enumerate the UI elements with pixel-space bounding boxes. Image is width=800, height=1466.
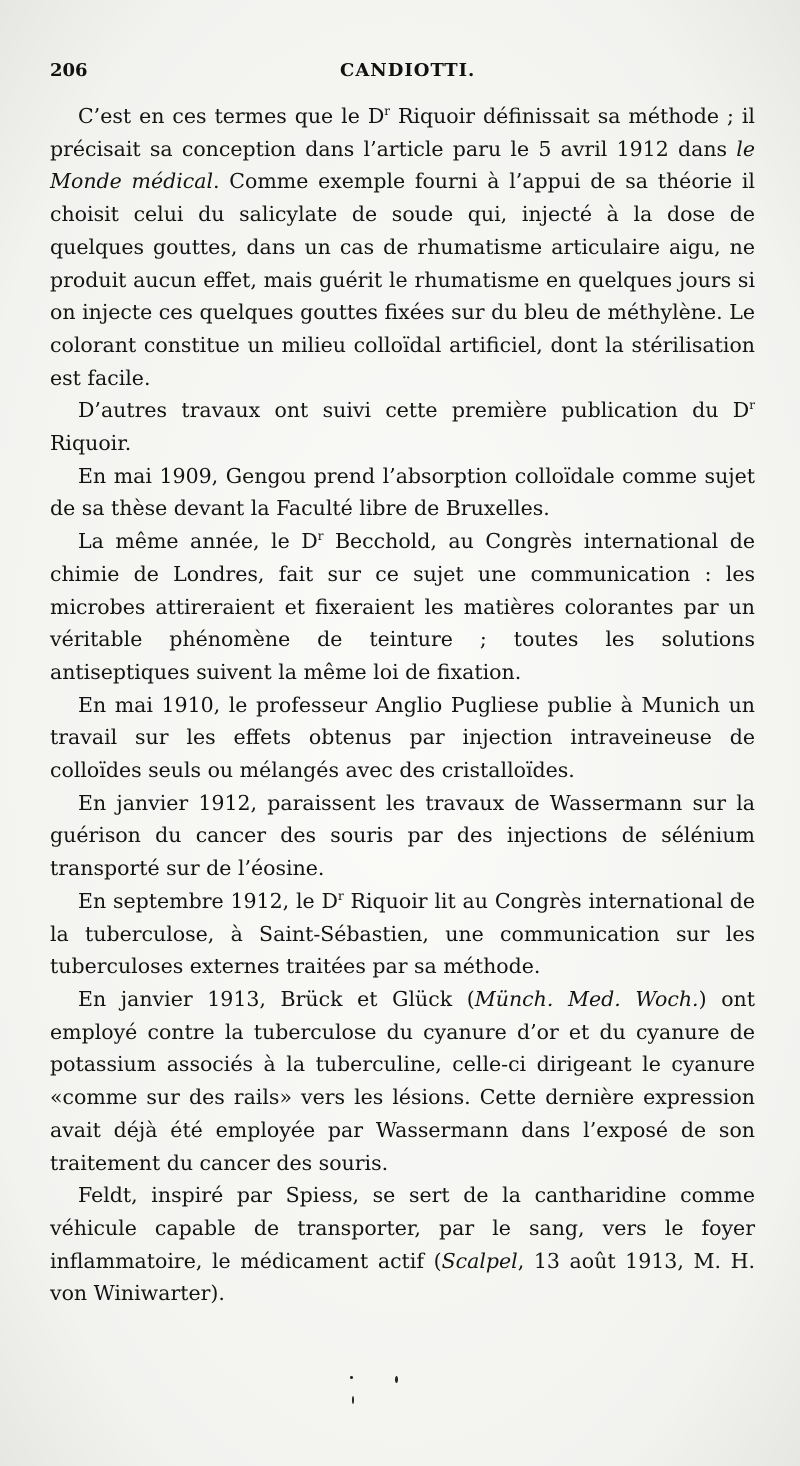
italic-text: Scalpel [441, 1248, 518, 1273]
scan-speck [395, 1376, 398, 1383]
superscript: r [317, 529, 324, 544]
body-text [50, 100, 755, 1310]
paragraph [50, 394, 755, 459]
text-segment: Feldt, inspiré par Spiess, se sert de la cantharidine comme véhicule capable de transporter, par le sang, vers le foyer inflammatoire, le médicament actif ( [50, 1183, 755, 1273]
text-segment: C’est en ces termes que le D [78, 104, 385, 128]
text-segment: En septembre 1912, le D [78, 888, 338, 913]
running-head [50, 60, 750, 90]
paragraph [50, 460, 755, 525]
page-number: 206 [50, 60, 88, 81]
scan-speck [352, 1396, 354, 1404]
superscript: r [749, 398, 755, 413]
text-segment: En janvier 1913, Brück et Glück ( [78, 986, 475, 1011]
text-segment: En mai 1910, le professeur Anglio Pugliese publie à Munich un travail sur les effets obtenus par injection intraveineuse de colloïdes seuls ou mélangés avec des cristalloïdes. [50, 692, 755, 783]
text-segment: . Comme exemple fourni à l’appui de sa théorie il choisit celui du salicylate de soude qui, injecté à la dose de quelques gouttes, dans un cas de rhumatisme articulaire aigu, ne produit aucun effet, mais guérit le rhumatisme en quelques jours si on injecte ces quelques gouttes fixées sur du bleu de méthylène. Le colorant constitue un milieu colloïdal artificiel, dont la stérilisation est facile. [50, 169, 755, 390]
running-title: CANDIOTTI. [340, 60, 476, 81]
text-segment: Riquoir. [50, 431, 132, 456]
text-segment: D’autres travaux ont suivi cette première publication du D [78, 398, 750, 423]
paragraph [50, 689, 755, 787]
paragraph [50, 1179, 755, 1310]
text-segment: En janvier 1912, paraissent les travaux de Wassermann sur la guérison du cancer des souris par des injections de sélénium transporté sur de l’éosine. [50, 790, 755, 881]
paragraph [50, 100, 755, 394]
text-segment: ) ont employé contre la tuberculose du cyanure d’or et du cyanure de potassium associés à la tuberculine, celle-ci dirigeant le cyanure «comme sur des rails» vers les lésions. Cette dernière expression avait déjà été employée par Wassermann dans l’exposé de son traitement du cancer des souris. [50, 986, 755, 1175]
paragraph [50, 983, 755, 1179]
text-segment: La même année, le D [78, 529, 318, 554]
text-segment: Riquoir lit au Congrès international de la tuberculose, à Saint-Sébastien, une communication sur les tuberculoses externes traitées par sa méthode. [50, 888, 756, 979]
italic-text: Münch. Med. Woch. [474, 986, 699, 1011]
italic-text: le Monde médical [50, 136, 755, 194]
paragraph [50, 885, 755, 983]
text-segment: En mai 1909, Gengou prend l’absorption colloïdale comme sujet de sa thèse devant la Faculté libre de Bruxelles. [50, 463, 755, 521]
superscript: r [337, 889, 344, 904]
text-segment: Riquoir définissait sa méthode ; il précisait sa conception dans l’article paru le 5 avril 1912 dans [50, 104, 755, 161]
text-segment: Becchold, au Congrès international de chimie de Londres, fait sur ce sujet une communication : les microbes attireraient et fixeraient les matières colorantes par un véritable phénomène de teinture ; toutes les solutions antiseptiques suivent la même loi de fixation. [50, 529, 756, 684]
text-segment: , 13 août 1913, M. H. von Winiwarter). [50, 1248, 756, 1306]
superscript: r [384, 104, 391, 119]
scan-speck [350, 1376, 353, 1379]
paragraph [50, 525, 755, 689]
paragraph [50, 787, 755, 885]
